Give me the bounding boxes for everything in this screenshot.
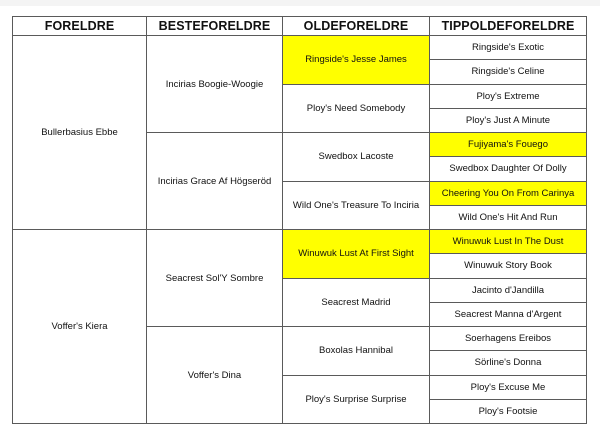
great-great-grandparent-cell: Seacrest Manna d'Argent [430,302,587,326]
great-great-grandparent-cell: Sörline's Donna [430,351,587,375]
great-great-grandparent-cell: Ploy's Just A Minute [430,108,587,132]
pedigree-table [12,16,587,424]
great-grandparent-cell: Wild One's Treasure To Inciria [283,181,430,230]
table-row [13,230,587,254]
great-great-grandparent-cell: Ploy's Extreme [430,84,587,108]
great-great-grandparent-cell: Ploy's Excuse Me [430,375,587,399]
great-great-grandparent-cell: Wild One's Hit And Run [430,205,587,229]
great-grandparent-cell: Ploy's Surprise Surprise [283,375,430,424]
great-great-grandparent-cell: Soerhagens Ereibos [430,327,587,351]
grandparent-cell: Voffer's Dina [147,327,283,424]
header-great-grandparents: OLDEFORELDRE [283,17,430,36]
great-great-grandparent-cell: Winuwuk Story Book [430,254,587,278]
great-great-grandparent-cell: Ringside's Celine [430,60,587,84]
great-great-grandparent-cell: Swedbox Daughter Of Dolly [430,157,587,181]
great-grandparent-cell: Boxolas Hannibal [283,327,430,376]
header-row [13,17,587,36]
great-grandparent-cell: Seacrest Madrid [283,278,430,327]
great-grandparent-cell: Winuwuk Lust At First Sight [283,230,430,279]
grandparent-cell: Incirias Grace Af Högseröd [147,133,283,230]
grandparent-cell: Incirias Boogie-Woogie [147,36,283,133]
great-great-grandparent-cell: Winuwuk Lust In The Dust [430,230,587,254]
great-grandparent-cell: Swedbox Lacoste [283,133,430,182]
header-grandparents: BESTEFORELDRE [147,17,283,36]
great-great-grandparent-cell: Ploy's Footsie [430,399,587,423]
great-grandparent-cell: Ploy's Need Somebody [283,84,430,133]
great-grandparent-cell: Ringside's Jesse James [283,36,430,85]
great-great-grandparent-cell: Cheering You On From Carinya [430,181,587,205]
grandparent-cell: Seacrest Sol'Y Sombre [147,230,283,327]
table-row [13,36,587,60]
great-great-grandparent-cell: Ringside's Exotic [430,36,587,60]
header-great-great-grandparents: TIPPOLDEFORELDRE [430,17,587,36]
top-edge-strip [0,0,600,6]
great-great-grandparent-cell: Jacinto d'Jandilla [430,278,587,302]
parent-cell: Voffer's Kiera [13,230,147,424]
great-great-grandparent-cell: Fujiyama's Fouego [430,133,587,157]
parent-cell: Bullerbasius Ebbe [13,36,147,230]
header-parents: FORELDRE [13,17,147,36]
